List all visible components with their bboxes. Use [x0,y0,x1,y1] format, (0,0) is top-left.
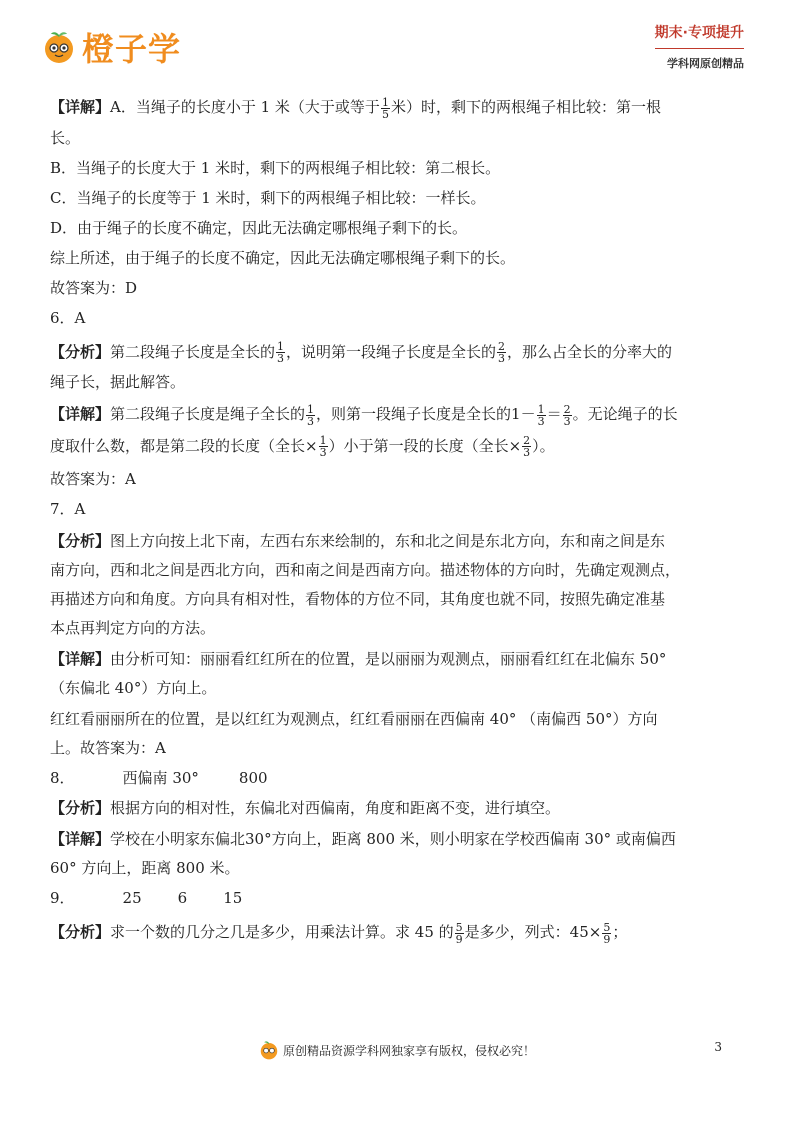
section-tag: 【详解】 [50,98,111,116]
text-line: 【详解】由分析可知：丽丽看红红所在的位置，是以丽丽为观测点，丽丽看红红在北偏东 50° [50,650,667,668]
text-line: （东偏北 40°）方向上。 [50,679,217,697]
orange-logo-icon [42,30,76,64]
question-number: 6．A [50,308,86,327]
section-tag: 【详解】 [50,650,111,668]
text-line: 绳子长，据此解答。 [50,373,186,391]
text-line: C．当绳子的长度等于 1 米时，剩下的两根绳子相比较：一样长。 [50,188,486,207]
footer-text: 原创精品资源学科网独家享有版权，侵权必究！ [282,1043,535,1058]
fraction: $\frac{5}{9}$ [603,920,611,946]
text-line: 南方向，西和北之间是西北方向，西和南之间是西南方向。描述物体的方向时，先确定观测点， [50,561,681,579]
answer-blank: 800 [238,769,268,787]
fraction: $\frac{2}{3}$ [563,402,571,428]
fraction: $\frac{1}{5}$ [381,95,389,121]
section-tag: 【分析】 [50,799,111,817]
fraction: $\frac{5}{9}$ [455,920,463,946]
text-line: 上。故答案为：A [50,739,166,757]
fraction: $\frac{1}{3}$ [277,340,285,365]
fraction: $\frac{2}{3}$ [498,340,506,365]
text-line: 综上所述，由于绳子的长度不确定，因此无法确定哪根绳子剩下的长。 [50,248,516,267]
text-line: B．当绳子的长度大于 1 米时，剩下的两根绳子相比较：第二根长。 [50,158,501,177]
text-line: 60° 方向上，距离 800 米。 [50,859,240,877]
text-line: 再描述方向和角度。方向具有相对性，看物体的方位不同，其角度也就不同，按照先确定准基 [50,590,666,608]
logo-text: 橙子学 [82,30,182,68]
text-line: 度取什么数，都是第二段的长度（全长× $\frac{1}{3}$ ）小于第一段的长度（全长× $\frac{2}{3}$ ）。 [50,434,555,459]
page-footer [0,1040,794,1063]
answer-blank: 西偏南 30° [122,769,199,787]
section-tag: 【分析】 [50,532,111,550]
text-line: 故答案为：A [50,470,136,488]
text-line: 【分析】根据方向的相对性，东偏北对西偏南，角度和距离不变，进行填空。 [50,799,561,817]
brand-block [655,22,744,71]
section-tag: 【详解】 [50,405,111,423]
answer-blank: 25 [122,889,142,907]
answer-line [50,767,744,789]
document-body [50,96,744,945]
page-header [0,0,794,80]
text-line: 长。 [50,128,81,147]
text-line: 【分析】求一个数的几分之几是多少，用乘法计算。求 45 的 $\frac{5}{9}$ 是多少，列式：45× $\frac{5}{9}$ ； [50,920,628,946]
answer-blank: 15 [223,889,243,907]
text-line: 【详解】第二段绳子长度是绳子全长的 $\frac{1}{3}$ ，则第一段绳子长度是全长的1－ $\frac{1}{3}$ ＝ $\frac{2}{3}$ 。无论绳子的长 [50,402,678,428]
section-tag: 【详解】 [50,830,111,848]
section-tag: 【分析】 [50,923,111,941]
text-line: 【详解】A．当绳子的长度小于 1 米（大于或等于 $\frac{1}{5}$ 米）时，剩下的两根绳子相比较：第一根 [50,95,661,121]
text-line: D．由于绳子的长度不确定，因此无法确定哪根绳子剩下的长。 [50,218,468,237]
fraction: $\frac{1}{3}$ [319,434,327,459]
answer-line [50,887,744,909]
text-line: 故答案为：D [50,278,138,297]
section-tag: 【分析】 [50,342,111,361]
answer-blank: 6 [177,889,188,907]
brand-subtitle: 学科网原创精品 [667,57,744,70]
question-number: 7．A [50,500,86,518]
question-number: 8． [50,769,75,787]
brand-title: 期末·专项提升 [655,22,744,49]
logo [42,24,181,70]
question-number: 9． [50,889,75,907]
orange-footer-icon [259,1040,279,1060]
text-line: 红红看丽丽所在的位置，是以红红为观测点，红红看丽丽在西偏南 40° （南偏西 50°）方向 [50,710,658,728]
fraction: $\frac{2}{3}$ [523,434,531,459]
text-line: 【分析】第二段绳子长度是全长的 $\frac{1}{3}$ ，说明第一段绳子长度是全长的 $\frac{2}{3}$ ，那么占全长的分率大的 [50,340,673,365]
page-number: 3 [714,1040,722,1054]
text-line: 【详解】学校在小明家东偏北30°方向上，距离 800 米，则小明家在学校西偏南 30° 或南偏西 [50,830,676,848]
text-line: 【分析】图上方向按上北下南，左西右东来绘制的，东和北之间是东北方向，东和南之间是东 [50,532,666,550]
fraction: $\frac{1}{3}$ [537,402,545,428]
text-line: 本点再判定方向的方法。 [50,619,216,637]
fraction: $\frac{1}{3}$ [307,402,315,428]
